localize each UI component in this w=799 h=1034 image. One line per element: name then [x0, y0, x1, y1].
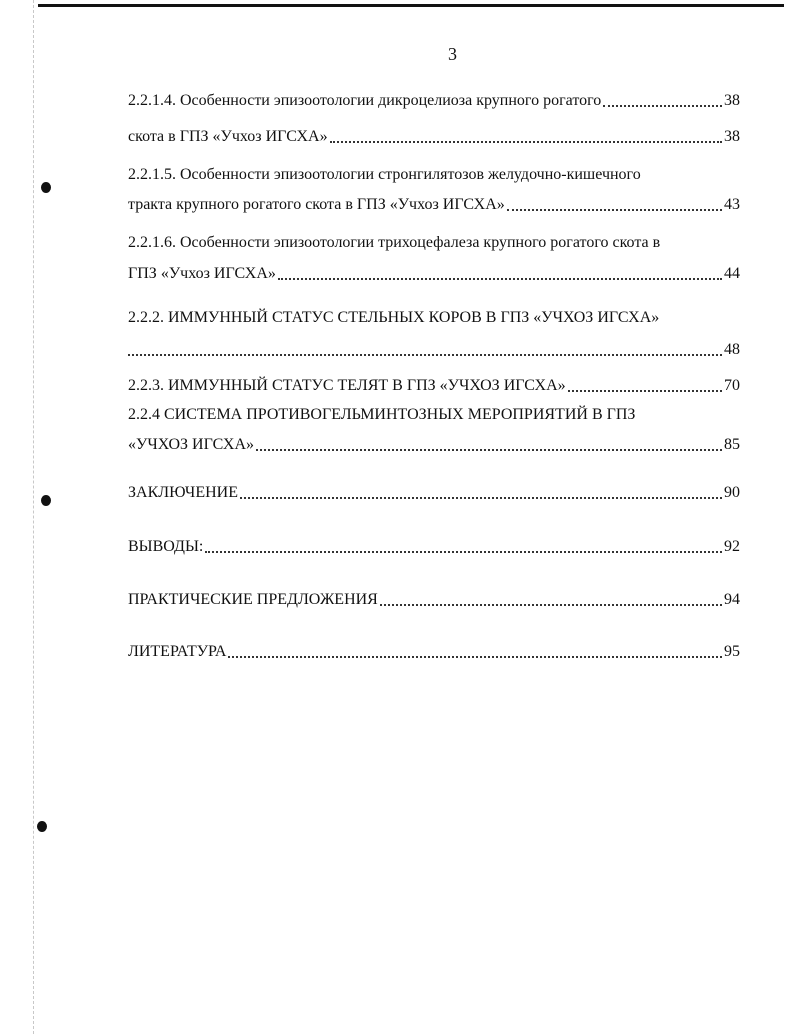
- toc-entry-page: 92: [724, 538, 740, 555]
- toc-entry-title-continued: скота в ГПЗ «Учхоз ИГСХА»: [128, 128, 328, 145]
- dot-leader: [205, 551, 722, 553]
- toc-entry-page: 38: [724, 128, 740, 145]
- toc-entry-title: ЛИТЕРАТУРА: [128, 643, 227, 660]
- toc-entry-title: 2.2.1.5. Особенности эпизоотологии стронгилятозов желудочно-кишечного: [128, 166, 641, 183]
- top-border-line: [38, 4, 784, 7]
- binder-hole-mark: [37, 821, 47, 832]
- dot-leader: [568, 390, 722, 392]
- dot-leader: [128, 354, 722, 356]
- binder-hole-mark: [41, 182, 51, 193]
- dot-leader: [507, 209, 722, 211]
- dot-leader: [330, 141, 722, 143]
- scan-left-edge: [33, 0, 35, 1034]
- toc-entry-title: 2.2.2. ИММУННЫЙ СТАТУС СТЕЛЬНЫХ КОРОВ В ГПЗ «УЧХОЗ ИГСХА»: [128, 309, 660, 326]
- dot-leader: [380, 604, 722, 606]
- toc-entry-page: 38: [724, 92, 740, 109]
- toc-entry-title: 2.2.4 СИСТЕМА ПРОТИВОГЕЛЬМИНТОЗНЫХ МЕРОПРИЯТИЙ В ГПЗ: [128, 406, 636, 423]
- toc-entry-page: 43: [724, 196, 740, 213]
- toc-entry-page: 85: [724, 436, 740, 453]
- toc-entry-page: 95: [724, 643, 740, 660]
- dot-leader: [240, 497, 722, 499]
- toc-entry-title: ПРАКТИЧЕСКИЕ ПРЕДЛОЖЕНИЯ: [128, 591, 378, 608]
- toc-entry-title-continued: «УЧХОЗ ИГСХА»: [128, 436, 254, 453]
- toc-entry-title: 2.2.1.4. Особенности эпизоотологии дикроцелиоза крупного рогатого: [128, 92, 602, 109]
- toc-entry-page: 44: [724, 265, 740, 282]
- toc-entry-page: 48: [724, 341, 740, 358]
- toc-entry-page: 94: [724, 591, 740, 608]
- binder-hole-mark: [41, 495, 51, 506]
- toc-entry-title-continued: тракта крупного рогатого скота в ГПЗ «Учхоз ИГСХА»: [128, 196, 505, 213]
- dot-leader: [256, 449, 722, 451]
- dot-leader: [603, 105, 722, 107]
- toc-entry-title: 2.2.1.6. Особенности эпизоотологии трихоцефалеза крупного рогатого скота в: [128, 234, 661, 251]
- toc-entry-title: 2.2.3. ИММУННЫЙ СТАТУС ТЕЛЯТ В ГПЗ «УЧХОЗ ИГСХА»: [128, 377, 566, 394]
- page-number: 3: [448, 44, 457, 64]
- toc-entry-title-continued: ГПЗ «Учхоз ИГСХА»: [128, 265, 276, 282]
- toc-entry-title: ВЫВОДЫ:: [128, 538, 204, 555]
- toc-entry-title: ЗАКЛЮЧЕНИЕ: [128, 484, 238, 501]
- dot-leader: [228, 656, 722, 658]
- toc-entry-page: 70: [724, 377, 740, 394]
- toc-entry-page: 90: [724, 484, 740, 501]
- dot-leader: [278, 278, 722, 280]
